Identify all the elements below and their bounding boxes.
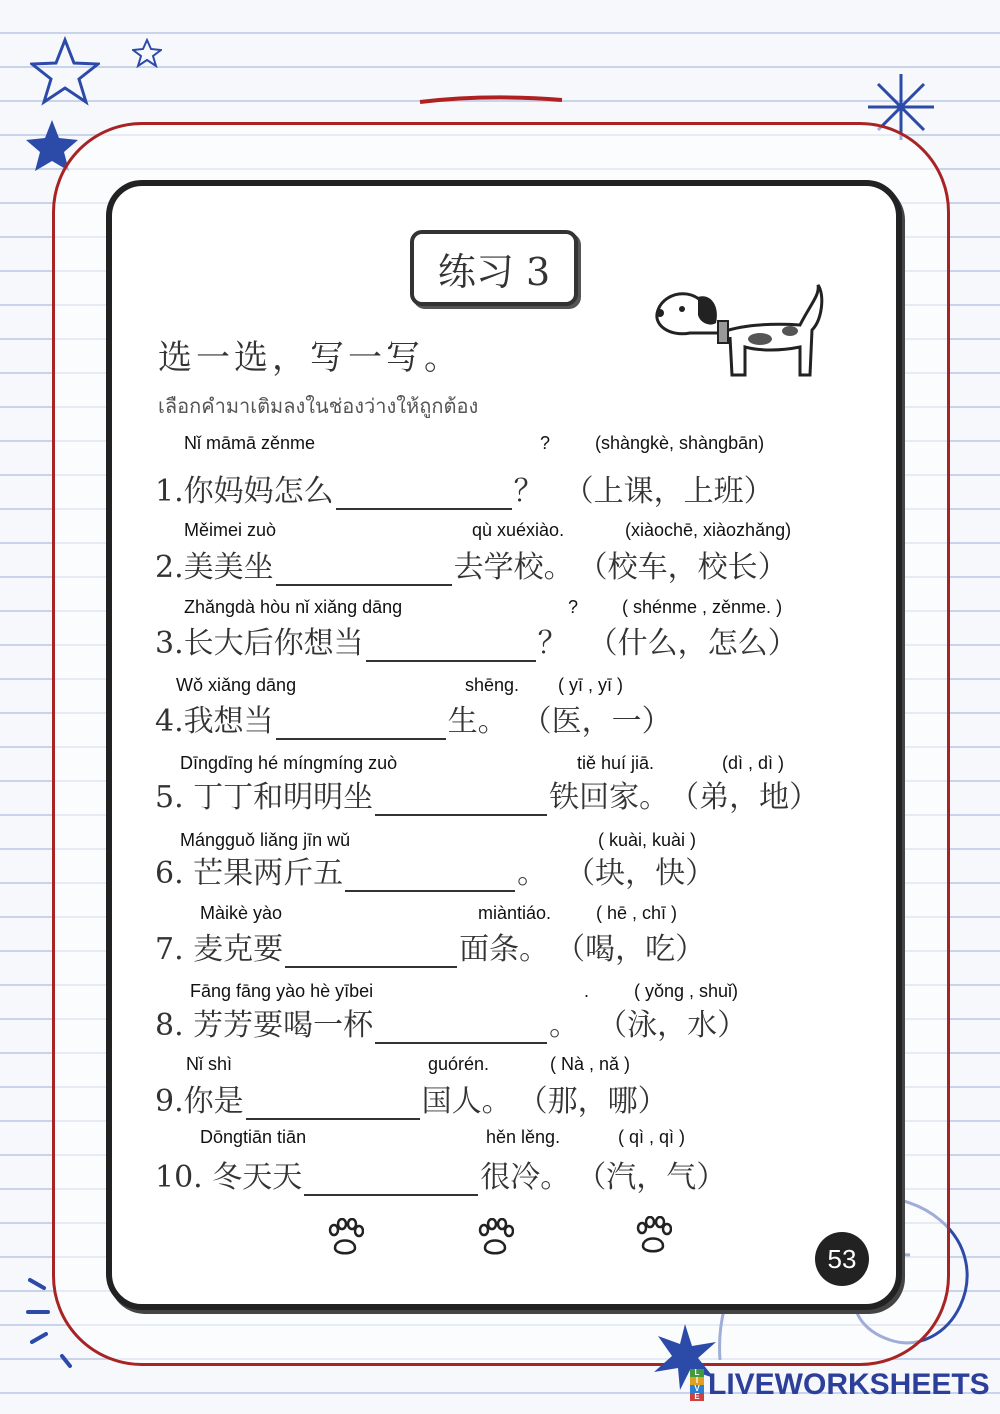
sentence-1-before: 1.你妈妈怎么 bbox=[155, 474, 334, 509]
brand-name: LIVEWORKSHEETS bbox=[708, 1368, 990, 1401]
pinyin-10c: ( qì , qì ) bbox=[618, 1127, 686, 1147]
paw-print-icon bbox=[476, 1218, 514, 1258]
pinyin-3c: ( shénme , zěnme. ) bbox=[622, 597, 783, 617]
pinyin-7a: Màikè yào bbox=[200, 903, 283, 923]
pinyin-9b: guórén. bbox=[428, 1054, 490, 1074]
pinyin-4c: ( yī , yī ) bbox=[558, 675, 623, 695]
pinyin-5c: (dì , dì ) bbox=[722, 753, 785, 773]
sentence-10-after: 很冷。 bbox=[480, 1160, 571, 1195]
live-logo-icon: L I V E bbox=[690, 1369, 704, 1401]
sentence-3-before: 3.长大后你想当 bbox=[155, 626, 364, 661]
pinyin-5b: tiě huí jiā. bbox=[577, 753, 655, 773]
pinyin-4a: Wǒ xiǎng dāng bbox=[176, 675, 297, 695]
sentence-4-before: 4.我想当 bbox=[155, 704, 274, 739]
pinyin-2b: qù xuéxiào. bbox=[472, 520, 565, 540]
exercise-title: 练习 3 bbox=[410, 230, 578, 306]
sentence-4-after: 生。 bbox=[447, 704, 508, 739]
pinyin-7b: miàntiáo. bbox=[478, 903, 552, 923]
instruction-th: เลือกคำมาเติมลงในช่องว่างให้ถูกต้อง bbox=[158, 394, 479, 418]
sentence-8 bbox=[155, 1000, 747, 1044]
choices-9: （那，哪） bbox=[517, 1084, 668, 1119]
choices-7: （喝，吃） bbox=[555, 932, 706, 967]
sentence-8-after: 。 bbox=[549, 1008, 580, 1043]
sentence-6 bbox=[155, 848, 715, 892]
paw-print-icon bbox=[634, 1216, 672, 1256]
pinyin-2c: (xiàochē, xiàozhǎng) bbox=[625, 520, 792, 540]
blank-7[interactable] bbox=[285, 936, 457, 968]
sentence-8-before: 8. 芳芳要喝一杯 bbox=[155, 1008, 374, 1043]
choices-1: （上课，上班） bbox=[563, 474, 774, 509]
sentence-5-before: 5. 丁丁和明明坐 bbox=[155, 780, 374, 815]
page-number: 53 bbox=[815, 1232, 869, 1286]
sentence-7 bbox=[155, 924, 705, 968]
choices-2: （校车，校长） bbox=[577, 550, 788, 585]
choices-3: （什么，怎么） bbox=[587, 626, 798, 661]
blank-8[interactable] bbox=[375, 1012, 547, 1044]
sentence-5 bbox=[155, 772, 819, 816]
pinyin-7c: ( hē , chī ) bbox=[596, 903, 678, 923]
pinyin-2a: Měimei zuò bbox=[184, 520, 277, 540]
blank-6[interactable] bbox=[345, 860, 515, 892]
sentence-7-before: 7. 麦克要 bbox=[155, 932, 284, 967]
choices-5: （弟，地） bbox=[669, 780, 820, 815]
sentence-2-before: 2.美美坐 bbox=[155, 550, 274, 585]
pinyin-6c: ( kuài, kuài ) bbox=[598, 830, 697, 850]
sentence-7-after: 面条。 bbox=[459, 932, 550, 967]
sentence-10 bbox=[155, 1152, 726, 1196]
dog-illustration bbox=[650, 275, 830, 390]
instruction-zh: 选一选，写一写。 bbox=[158, 338, 462, 378]
choices-6: （块，快） bbox=[565, 856, 716, 891]
blank-3[interactable] bbox=[366, 630, 536, 662]
sentence-9-after: 国人。 bbox=[421, 1084, 512, 1119]
sentence-4 bbox=[155, 696, 672, 740]
sentence-5-after: 铁回家。 bbox=[549, 780, 670, 815]
sentence-2-after: 去学校。 bbox=[453, 550, 574, 585]
sentence-9-before: 9.你是 bbox=[155, 1084, 244, 1119]
pinyin-10b: hěn lěng. bbox=[486, 1127, 561, 1147]
blank-2[interactable] bbox=[276, 554, 452, 586]
choices-10: （汽，气） bbox=[576, 1160, 727, 1195]
pinyin-9c: ( Nà , nǎ ) bbox=[550, 1054, 631, 1074]
pinyin-1c: (shàngkè, shàngbān) bbox=[595, 433, 765, 453]
blank-5[interactable] bbox=[375, 784, 547, 816]
small-star-doodle-icon bbox=[132, 38, 162, 68]
pinyin-8a: Fāng fāng yào hè yībei bbox=[190, 981, 374, 1001]
choices-4: （医，一） bbox=[521, 704, 672, 739]
sentence-2 bbox=[155, 542, 788, 586]
star-doodle-icon bbox=[30, 36, 100, 106]
pinyin-8b: . bbox=[584, 981, 590, 1001]
choices-8: （泳，水） bbox=[597, 1008, 748, 1043]
sentence-6-after: 。 bbox=[517, 856, 548, 891]
pinyin-3a: Zhǎngdà hòu nǐ xiǎng dāng bbox=[184, 597, 403, 617]
blank-1[interactable] bbox=[336, 478, 512, 510]
sentence-1-after: ？ bbox=[513, 474, 544, 509]
pinyin-4b: shēng. bbox=[465, 675, 520, 695]
pinyin-10a: Dōngtiān tiān bbox=[200, 1127, 307, 1147]
blank-4[interactable] bbox=[276, 708, 446, 740]
pinyin-1a: Nǐ māmā zěnme bbox=[184, 433, 316, 453]
pinyin-6a: Mángguǒ liǎng jīn wǔ bbox=[180, 830, 351, 850]
pinyin-1b: ? bbox=[540, 433, 551, 453]
pinyin-5a: Dīngdīng hé míngmíng zuò bbox=[180, 753, 398, 773]
blank-9[interactable] bbox=[246, 1088, 420, 1120]
sentence-9 bbox=[155, 1076, 668, 1120]
sentence-10-before: 10. 冬天天 bbox=[155, 1160, 303, 1195]
sentence-1 bbox=[155, 466, 774, 510]
sentence-3-after: ？ bbox=[537, 626, 568, 661]
red-stroke-doodle-icon bbox=[418, 94, 564, 108]
sentence-6-before: 6. 芒果两斤五 bbox=[155, 856, 344, 891]
paw-print-icon bbox=[326, 1218, 364, 1258]
sentence-3 bbox=[155, 618, 798, 662]
pinyin-3b: ? bbox=[568, 597, 579, 617]
blank-10[interactable] bbox=[304, 1164, 478, 1196]
pinyin-9a: Nǐ shì bbox=[186, 1054, 233, 1074]
liveworksheets-brand[interactable] bbox=[690, 1368, 990, 1402]
pinyin-8c: ( yǒng , shuǐ) bbox=[634, 981, 739, 1001]
